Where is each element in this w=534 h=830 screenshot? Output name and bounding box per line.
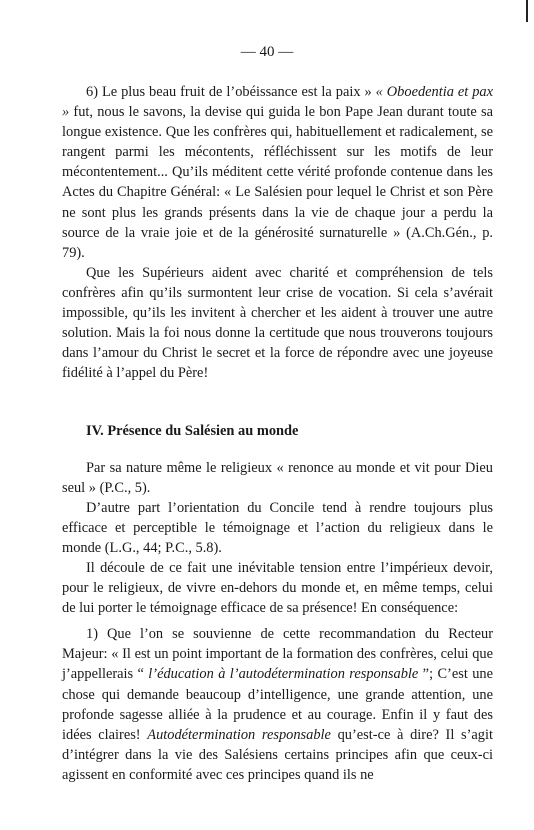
paragraph-recommendation	[62, 624, 493, 785]
recommendation-italic-1: l’éducation à l’autodétermination responsable	[148, 666, 419, 683]
heading-spacer	[62, 442, 493, 458]
page-number: — 40 —	[240, 44, 294, 60]
paragraph-obedience-rest: fut, nous le savons, la devise qui guida le bon Pape Jean durant toute sa longue existence. Que les confrères qui, habituellement et radicalement, se rangent parmi les mécontents, réfléchissent sur les motifs de leur mécontentement... Qu’ils méditent cette vérité profonde contenue dans les Actes du Chapitre Général: « Le Salésien pour lequel le Christ et son Père ne sont plus les grands présents dans la vie de chaque jour a perdu la source de la vraie joie et de la générosité surnaturelle » (A.Ch.Gén., p. 79).	[62, 104, 493, 261]
section-spacer	[62, 383, 493, 421]
paragraph-tension: Il découle de ce fait une inévitable tension entre l’impérieux devoir, pour le religieux, de vivre en-dehors du monde et, en même temps, celui de lui porter le témoignage efficace de sa présence! En conséquence:	[62, 559, 493, 617]
recommendation-part-2: ”; C’est une chose qui demande beaucoup d’intelligence, une grande attention, une profonde sagesse alliée à la prudence et au courage. Enfin il y faut des idées claires!	[62, 666, 493, 743]
latin-motto: « Oboedentia et pax »	[62, 84, 494, 121]
paragraph-obedience	[62, 82, 493, 263]
paragraph-nature: Par sa nature même le religieux « renonce au monde et vit pour Dieu seul » (P.C., 5).	[62, 459, 493, 496]
paragraph-superiors: Que les Supérieurs aident avec charité et compréhension de tels confrères afin qu’ils surmontent leur crise de vocation. Si cela s’avérait impossible, qu’ils les invitent à chercher et les aident à trouver une autre solution. Mais la foi nous donne la certitude que nous trouverons toujours dans l’amour du Christ le secret et la force de répondre avec une joyeuse fidélité à l’appel du Père!	[62, 264, 493, 382]
page-body	[62, 82, 493, 785]
page-edge-rule	[526, 0, 528, 22]
recommendation-part-1: 1) Que l’on se souvienne de cette recommandation du Recteur Majeur: « Il est un point important de la formation des confrères, celui que j’appellerais “	[62, 626, 493, 683]
recommendation-part-3: qu’est-ce à dire? Il s’agit d’intégrer dans la vie des Salésiens certains principes afin que ceux-ci agissent en conformité avec ces principes quand ils ne	[62, 726, 494, 783]
section-heading: IV. Présence du Salésien au monde	[86, 423, 299, 440]
paragraph-obedience-start: 6) Le plus beau fruit de l’obéissance est la paix »	[86, 84, 376, 100]
recommendation-italic-2: Autodétermination responsable	[147, 726, 331, 743]
paragraph-council: D’autre part l’orientation du Concile tend à rendre toujours plus efficace et perceptible le témoignage et l’action du religieux dans le monde (L.G., 44; P.C., 5.8).	[62, 499, 493, 556]
